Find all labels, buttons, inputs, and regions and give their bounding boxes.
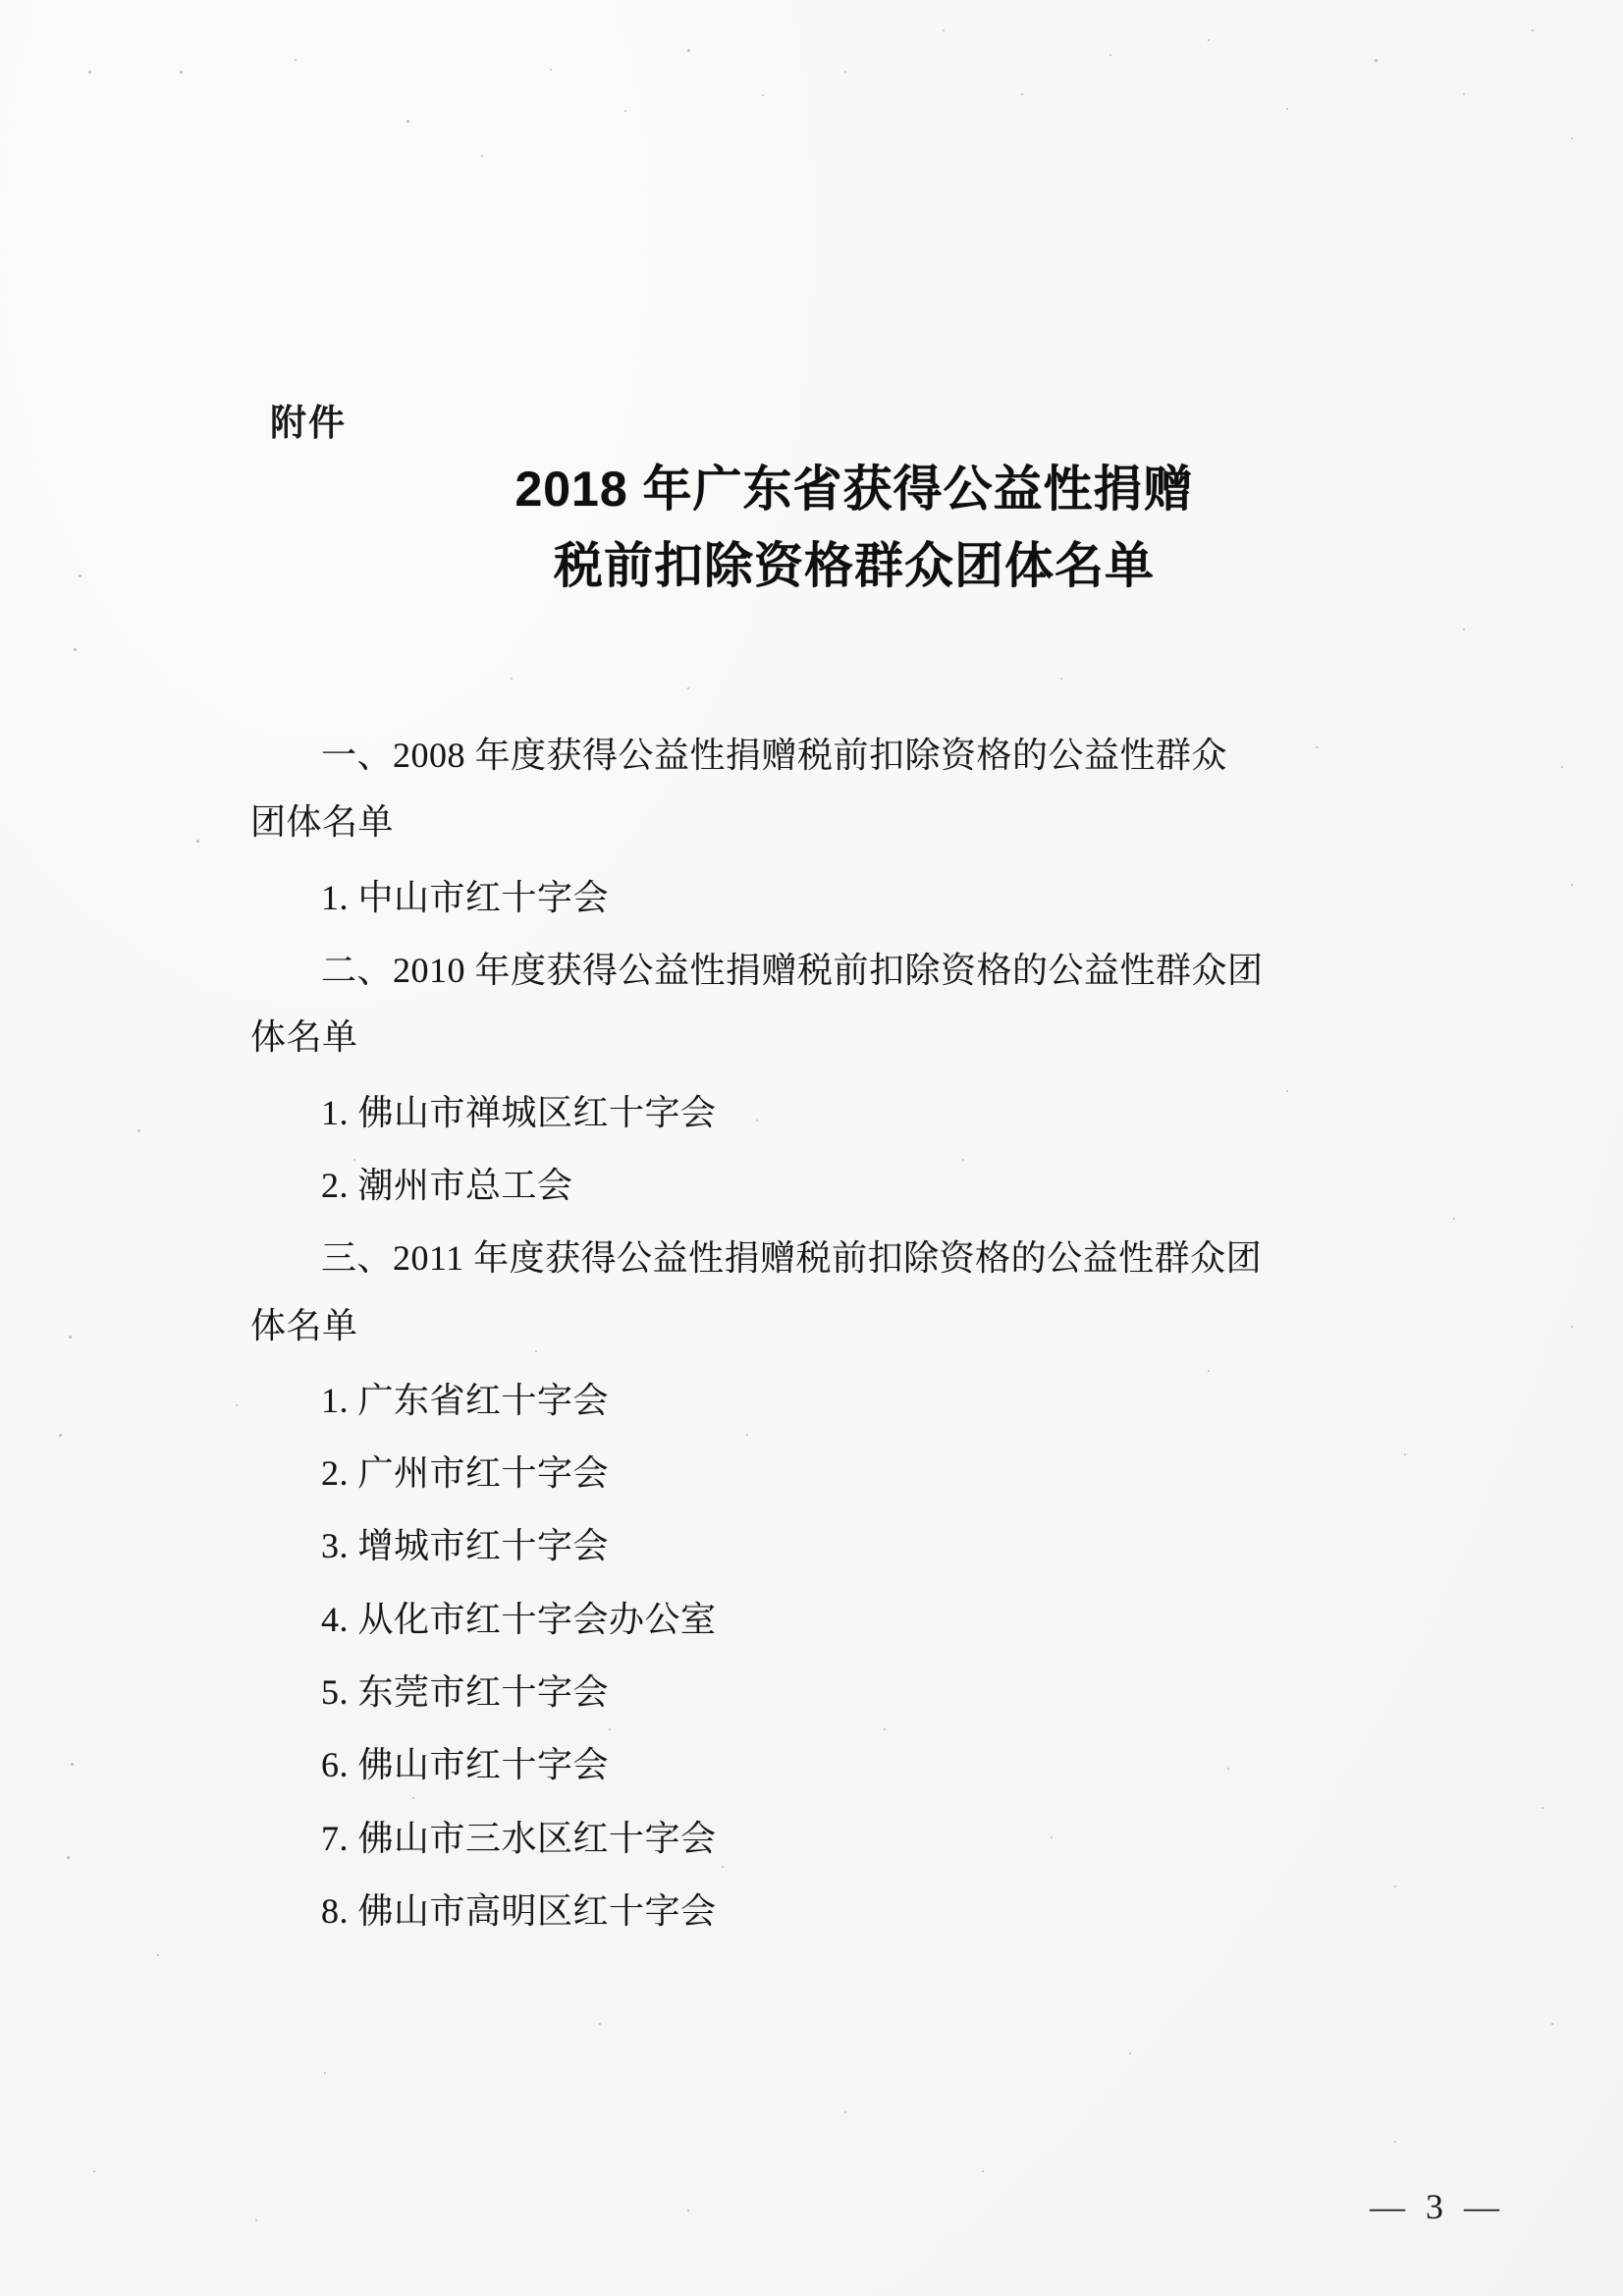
list-item: 5. 东莞市红十字会	[321, 1672, 610, 1713]
list-item: 8. 佛山市高明区红十字会	[321, 1891, 717, 1931]
section-heading: 一、2008 年度获得公益性捐赠税前扣除资格的公益性群众	[321, 736, 1228, 775]
list-item: 4. 从化市红十字会办公室	[321, 1599, 717, 1639]
list-item: 1. 中山市红十字会	[321, 877, 610, 917]
list-item: 6. 佛山市红十字会	[321, 1745, 610, 1785]
page-title-line-1: 2018 年广东省获得公益性捐赠	[514, 462, 1194, 517]
list-item: 1. 佛山市禅城区红十字会	[321, 1092, 717, 1132]
attachment-label: 附件	[270, 403, 347, 443]
section-heading-continued: 体名单	[250, 1017, 358, 1058]
page-number: — 3 —	[1370, 2187, 1505, 2226]
page-title	[250, 452, 1458, 604]
list-item: 7. 佛山市三水区红十字会	[321, 1818, 717, 1858]
list-item: 1. 广东省红十字会	[321, 1380, 610, 1420]
document-body	[250, 727, 1429, 1955]
list-item: 2. 潮州市总工会	[321, 1165, 573, 1205]
section-heading: 三、2011 年度获得公益性捐赠税前扣除资格的公益性群众团	[321, 1238, 1263, 1279]
list-item: 2. 广州市红十字会	[321, 1453, 610, 1494]
section-heading-continued: 团体名单	[250, 802, 395, 843]
section-heading-continued: 体名单	[250, 1305, 358, 1345]
section-heading: 二、2010 年度获得公益性捐赠税前扣除资格的公益性群众团	[321, 950, 1264, 990]
page-title-line-2: 税前扣除资格群众团体名单	[554, 537, 1155, 593]
list-item: 3. 增城市红十字会	[321, 1526, 610, 1566]
